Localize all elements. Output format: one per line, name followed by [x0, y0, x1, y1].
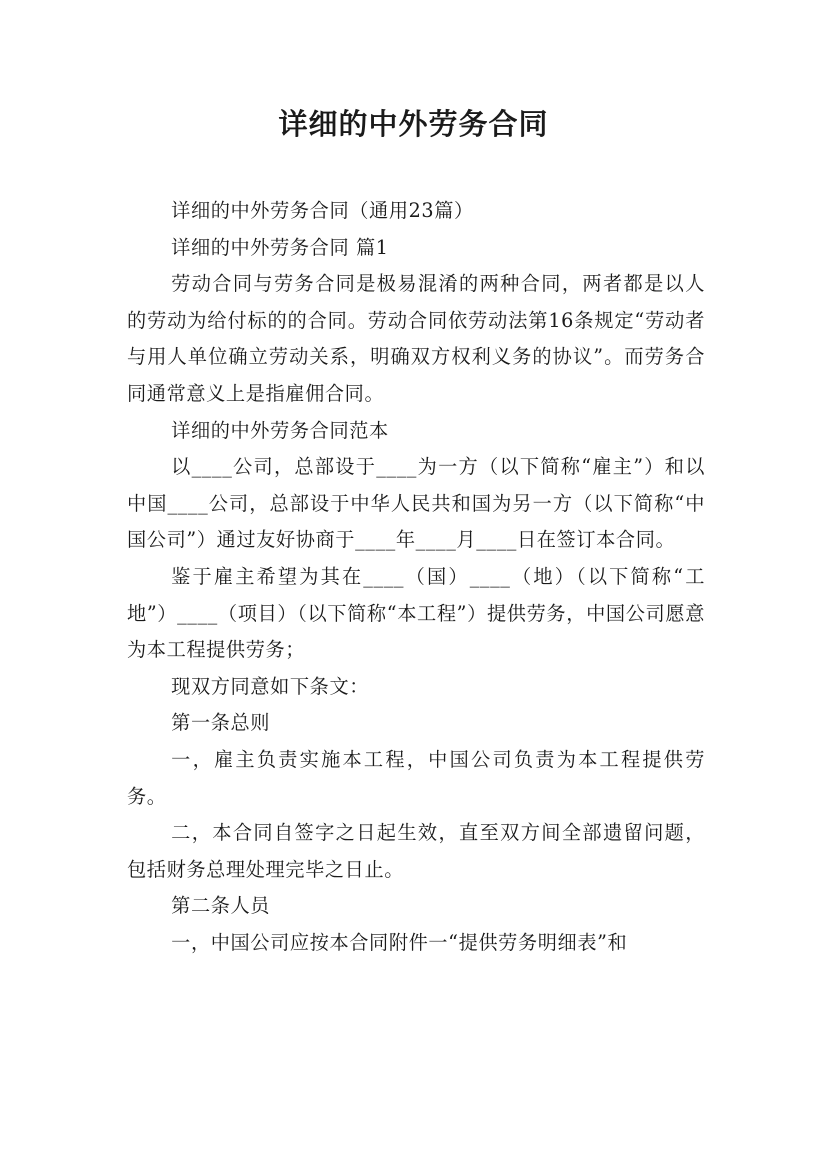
paragraph-parties: 以____公司，总部设于____为一方（以下简称“雇主”）和以中国____公司，总部设于中华人民共和国为另一方（以下简称“中国公司”）通过友好协商于____年____月____日在签订本合同。	[127, 455, 705, 552]
paragraph-agreement: 现双方同意如下条文：	[171, 674, 370, 698]
paragraph-article-1-clause-2: 二，本合同自签字之日起生效，直至双方间全部遗留问题，包括财务总理处理完毕之日止。	[127, 821, 705, 881]
paragraph-article-2-clause-1: 一，中国公司应按本合同附件一“提供劳务明细表”和	[171, 930, 628, 954]
paragraph-template-heading: 详细的中外劳务合同范本	[171, 418, 389, 442]
paragraph-whereas: 鉴于雇主希望为其在____（国）____（地）（以下简称“工地”）____（项目）（以下简称“本工程”）提供劳务，中国公司愿意为本工程提供劳务；	[127, 564, 705, 662]
paragraph-intro: 劳动合同与劳务合同是极易混淆的两种合同，两者都是以人的劳动为给付标的的合同。劳动合同依劳动法第16条规定“劳动者与用人单位确立劳动关系，明确双方权利义务的协议”。而劳务合同通常意义上是指雇佣合同。	[127, 272, 705, 405]
document-body	[127, 193, 705, 961]
paragraph-article-2-heading: 第二条人员	[171, 894, 271, 918]
document-title: 详细的中外劳务合同	[278, 107, 549, 141]
paragraph-subtitle: 详细的中外劳务合同（通用23篇）	[171, 199, 474, 222]
paragraph-section-heading: 详细的中外劳务合同 篇1	[171, 235, 389, 259]
paragraph-article-1-heading: 第一条总则	[171, 711, 271, 735]
paragraph-article-1-clause-1: 一，雇主负责实施本工程，中国公司负责为本工程提供劳务。	[127, 747, 705, 808]
